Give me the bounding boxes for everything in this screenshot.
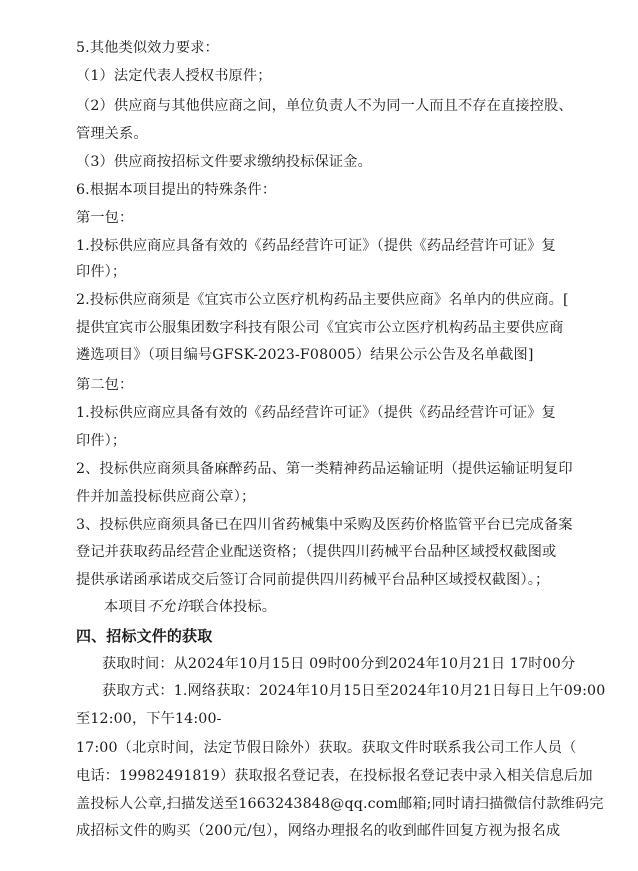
doc-line: 印件）；: [76, 433, 127, 449]
acquire-time: 获取时间：从2024年10月15日 09时00分到2024年10月21日 17时00分: [102, 656, 576, 672]
acquire-method-line: 17:00（北京时间，法定节假日除外）获取。获取文件时联系我公司工作人员（: [76, 740, 577, 756]
doc-line: 第二包：: [76, 377, 134, 393]
doc-line: 印件）；: [76, 264, 127, 280]
doc-line: 遴选项目》（项目编号GFSK-2023-F08005）结果公示公告及名单截图]: [76, 347, 534, 363]
consortium-prefix: 本项目: [104, 599, 148, 615]
acquire-method-line: 获取方式：1.网络获取：2024年10月15日至2024年10月21日每日上午09:00: [102, 683, 606, 699]
consortium-suffix: 联合体投标。: [190, 599, 277, 615]
consortium-note: [104, 597, 276, 617]
acquire-method-line: 盖投标人公章,扫描发送至1663243848@qq.com邮箱;同时请扫描微信付款维码完: [76, 796, 604, 812]
doc-line: 5.其他类似效力要求：: [76, 40, 219, 56]
section-title: 四、招标文件的获取: [76, 627, 213, 645]
doc-line: （1）法定代表人授权书原件；: [76, 68, 272, 84]
doc-line: 管理关系。: [76, 126, 148, 142]
doc-line: （3）供应商按招标文件要求缴纳投标保证金。: [76, 154, 372, 170]
doc-line: 2、投标供应商须具备麻醉药品、第一类精神药品运输证明（提供运输证明复印: [76, 461, 573, 477]
doc-line: 提供承诺函承诺成交后签订合同前提供四川药械平台品种区域授权截图）。；: [76, 572, 550, 588]
acquire-method-line: 成招标文件的购买（200元/包），网络办理报名的收到邮件回复方视为报名成: [76, 823, 561, 839]
acquire-method-line: 电话：19982491819）获取报名登记表，在投标报名登记表中录入相关信息后加: [76, 768, 593, 784]
doc-line: 3、投标供应商须具备已在四川省药械集中采购及医药价格监管平台已完成备案: [76, 517, 573, 533]
acquire-method-line: 至12:00，下午14:00-: [76, 711, 222, 727]
doc-line: 提供宜宾市公服集团数字科技有限公司《宜宾市公立医疗机构药品主要供应商: [76, 320, 564, 336]
doc-line: 件并加盖投标供应商公章）；: [76, 489, 256, 505]
doc-line: 1.投标供应商应具备有效的《药品经营许可证》（提供《药品经营许可证》复: [76, 405, 556, 421]
doc-line: 2.投标供应商须是《宜宾市公立医疗机构药品主要供应商》名单内的供应商。[: [76, 292, 569, 308]
doc-line: 6.根据本项目提出的特殊条件：: [76, 182, 277, 198]
doc-line: 1.投标供应商应具备有效的《药品经营许可证》（提供《药品经营许可证》复: [76, 238, 556, 254]
consortium-emphasis: 不允许: [147, 599, 191, 615]
doc-line: 第一包：: [76, 210, 134, 226]
doc-line: 登记并获取药品经营企业配送资格；（提供四川药械平台品种区域授权截图或: [76, 544, 557, 560]
doc-line: （2）供应商与其他供应商之间，单位负责人不为同一人而且不存在直接控股、: [76, 98, 573, 114]
